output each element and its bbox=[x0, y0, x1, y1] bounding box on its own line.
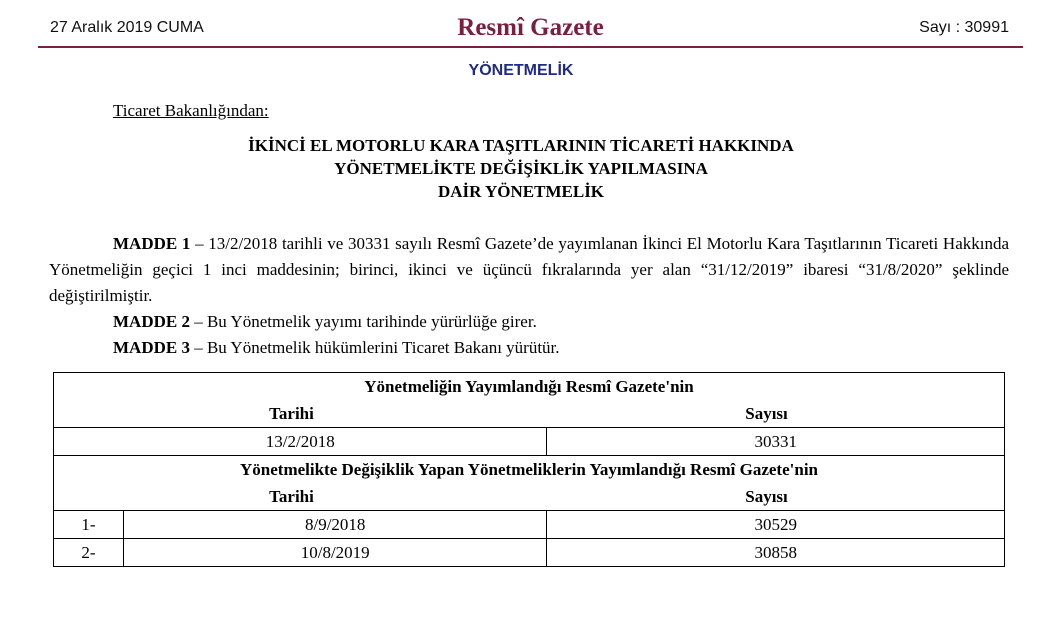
amend-number: 30529 bbox=[547, 511, 1005, 539]
amend-index: 2- bbox=[54, 539, 124, 567]
article-1 bbox=[49, 231, 1009, 309]
amend-index: 1- bbox=[54, 511, 124, 539]
regulation-body bbox=[49, 231, 1009, 361]
table-header-row bbox=[54, 373, 1005, 428]
col-number-label: Sayısı bbox=[745, 404, 788, 423]
issuing-ministry: Ticaret Bakanlığından: bbox=[113, 101, 269, 120]
issue-number: Sayı : 30991 bbox=[919, 19, 1009, 36]
table-row bbox=[54, 511, 1005, 539]
title-line: İKİNCİ EL MOTORLU KARA TAŞITLARININ TİCARETİ HAKKINDA bbox=[248, 136, 794, 155]
publication-table bbox=[53, 372, 1005, 567]
table-row bbox=[54, 539, 1005, 567]
gazette-header bbox=[38, 10, 1023, 48]
table-header-row bbox=[54, 456, 1005, 511]
amend-heading: Yönetmelikte Değişiklik Yapan Yönetmeliklerin Yayımlandığı Resmî Gazete'nin bbox=[240, 460, 818, 479]
article-text: – 13/2/2018 tarihli ve 30331 sayılı Resmî Gazete’de yayımlanan İkinci El Motorlu Kara Taşıtlarının Ticareti Hakkında Yönetmeliğin geçici 1 inci maddesinin; birinci, ikinci ve üçüncü fıkralarında yer alan “31/12/2019” ibaresi “31/8/2020” şeklinde değiştirilmiştir. bbox=[49, 234, 1010, 305]
article-3 bbox=[49, 335, 1009, 361]
article-text: – Bu Yönetmelik hükümlerini Ticaret Bakanı yürütür. bbox=[189, 338, 560, 357]
article-label: MADDE 2 bbox=[113, 312, 190, 331]
section-heading: YÖNETMELİK bbox=[468, 62, 574, 79]
issue-date: 27 Aralık 2019 CUMA bbox=[50, 19, 204, 36]
article-text: – Bu Yönetmelik yayımı tarihinde yürürlüğe girer. bbox=[189, 312, 537, 331]
original-number: 30331 bbox=[547, 428, 1005, 456]
title-line: DAİR YÖNETMELİK bbox=[437, 182, 605, 201]
col-date-label: Tarihi bbox=[269, 487, 314, 506]
amend-number: 30858 bbox=[547, 539, 1005, 567]
original-date: 13/2/2018 bbox=[54, 428, 547, 456]
article-label: MADDE 1 bbox=[113, 234, 191, 253]
original-heading-cell bbox=[54, 373, 1005, 428]
col-number-label: Sayısı bbox=[745, 487, 788, 506]
title-line: YÖNETMELİKTE DEĞİŞİKLİK YAPILMASINA bbox=[334, 159, 708, 178]
gazette-title: Resmî Gazete bbox=[457, 14, 604, 41]
table-row bbox=[54, 428, 1005, 456]
amend-date: 8/9/2018 bbox=[123, 511, 547, 539]
regulation-title bbox=[0, 134, 1042, 203]
original-heading: Yönetmeliğin Yayımlandığı Resmî Gazete'nin bbox=[364, 377, 694, 396]
amend-date: 10/8/2019 bbox=[123, 539, 547, 567]
col-date-label: Tarihi bbox=[269, 404, 314, 423]
article-2 bbox=[49, 309, 1009, 335]
amend-heading-cell bbox=[54, 456, 1005, 511]
article-label: MADDE 3 bbox=[113, 338, 190, 357]
